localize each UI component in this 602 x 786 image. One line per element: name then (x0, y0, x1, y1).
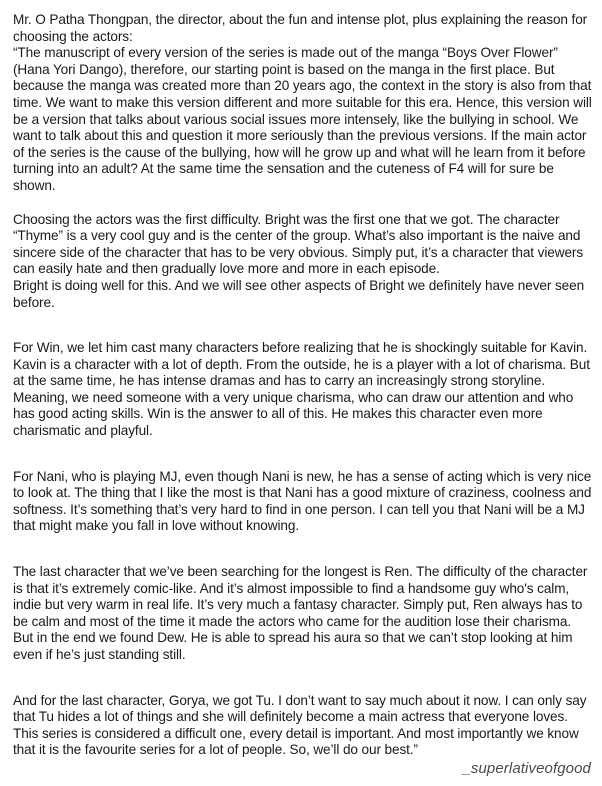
paragraph-director-intro: Mr. O Patha Thongpan, the director, about the fun and intense plot, plus explaining the reason for choosing the actors: “The manuscript of every version of the series is made out of the manga “Boys Over Flower” (Hana Yori Dango), therefore, our starting point is based on the manga in the first place. But because the manga was created more than 20 years ago, the context in the story is also from that time. We want to make this version different and more suitable for this era. Hence, this version will be a version that talks about various social issues more intensely, like the bullying in school. We want to talk about this and question it more seriously than the previous versions. If the main actor of the series is the cause of the bullying, how will he grow up and what will he learn from it before turning into an adult? At the same time the sensation and the cuteness of F4 will for sure be shown. (13, 12, 592, 193)
paragraph-nani: For Nani, who is playing MJ, even though Nani is new, he has a sense of acting which is very nice to look at. The thing that I like the most is that Nani has a good mixture of craziness, coolness and softness. It’s something that’s very hard to find in one person. I can tell you that Nani will be a MJ that might make you fall in love without knowing. (13, 468, 592, 534)
paragraph-bright: Choosing the actors was the first difficulty. Bright was the first one that we got. The character “Thyme” is a very cool guy and is the center of the group. What’s also important is the naive and sincere side of the character that has to be very obvious. Simply put, it’s a character that viewers can easily hate and then gradually love more and more in each episode. Bright is doing well for this. And we will see other aspects of Bright we definitely have never seen before. (13, 211, 585, 310)
document-body (13, 12, 593, 759)
paragraph-win: For Win, we let him cast many characters before realizing that he is shockingly suitable for Kavin. Kavin is a character with a lot of depth. From the outside, he is a player with a lot of charisma. But at the same time, he has intense dramas and has to carry an increasingly strong storyline. Meaning, we need someone with a very unique charisma, who can draw our attention and who has good acting skills. Win is the answer to all of this. He makes this character even more charismatic and playful. (13, 340, 590, 439)
author-signature: _superlativeofgood (462, 760, 591, 777)
paragraph-dew: The last character that we’ve been searching for the longest is Ren. The difficulty of the character is that it’s extremely comic-like. And it’s almost impossible to find a handsome guy who's calm, indie but very warm in real life. It’s very much a fantasy character. Simply put, Ren always has to be calm and most of the time it made the actors who came for the audition lose their charisma. But in the end we found Dew. He is able to spread his aura so that we can’t stop looking at him even if he’s just standing still. (13, 564, 588, 662)
paragraph-tu: And for the last character, Gorya, we got Tu. I don’t want to say much about it now. I can only say that Tu hides a lot of things and she will definitely become a main actress that everyone loves. This series is considered a difficult one, every detail is important. And most importantly we know that it is the favourite series for a lot of people. So, we’ll do our best.” (13, 692, 587, 758)
